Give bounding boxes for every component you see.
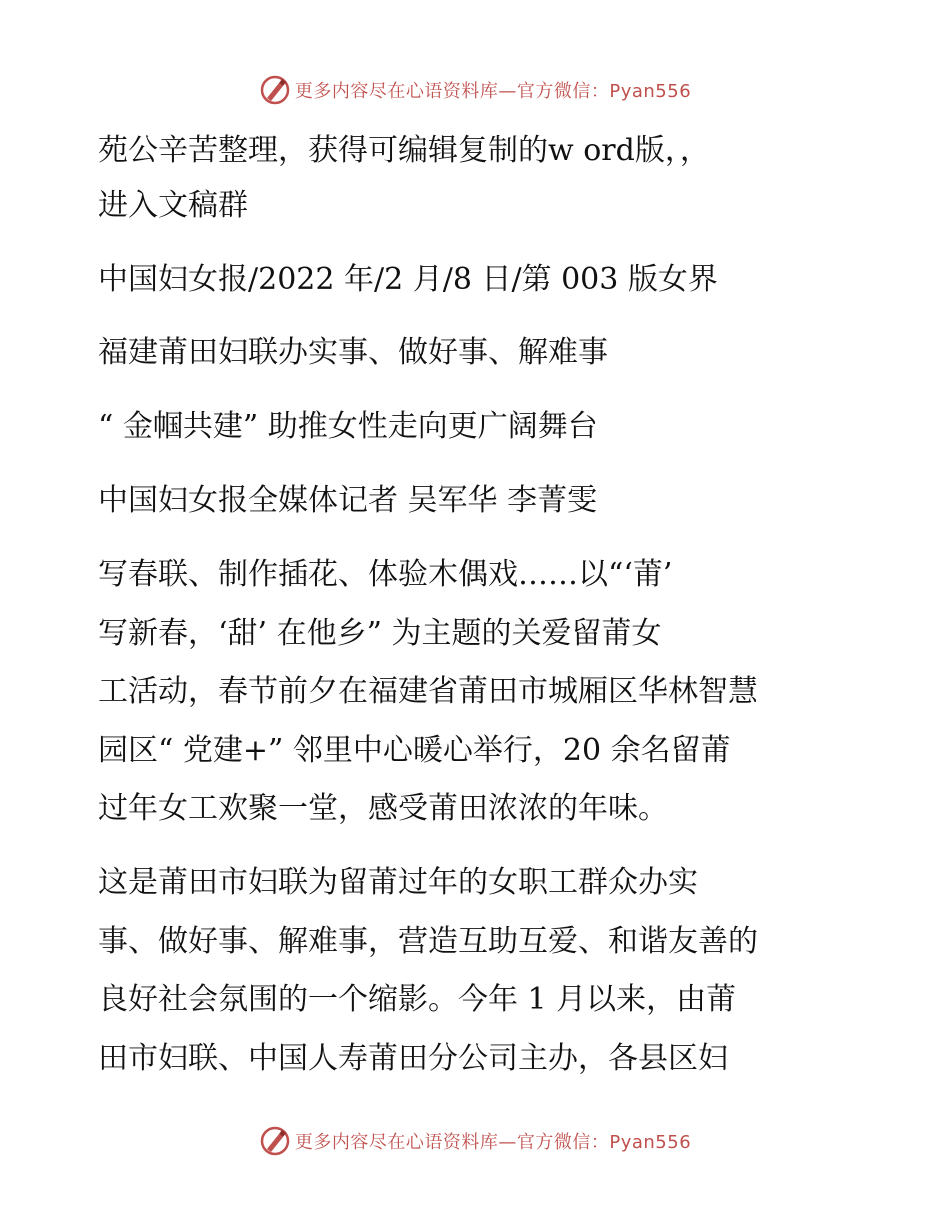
paragraph-line: 园区“ 党建+” 邻里中心暖心举行，20 余名留莆	[98, 733, 731, 768]
article-subheadline: “ 金帼共建” 助推女性走向更广阔舞台	[98, 409, 598, 444]
article-byline: 中国妇女报全媒体记者 吴军华 李菁雯	[98, 483, 598, 518]
watermark-text: 更多内容尽在心语资料库—官方微信：Pyan556	[294, 81, 692, 102]
paragraph-line: 写新春，‘甜’ 在他乡” 为主题的关爱留莆女	[98, 616, 662, 651]
paragraph-line: 过年女工欢聚一堂，感受莆田浓浓的年味。	[98, 791, 668, 826]
text-line: 苑公辛苦整理，获得可编辑复制的w ord版，，	[98, 133, 710, 168]
paragraph-line: 事、做好事、解难事，营造互助互爱、和谐友善的	[98, 924, 758, 959]
watermark-header	[0, 72, 950, 108]
pen-logo-icon	[259, 1125, 291, 1157]
document-source-line: 中国妇女报/2022 年/2 月/8 日/第 003 版女界	[98, 262, 718, 297]
paragraph-line: 良好社会氛围的一个缩影。今年 1 月以来，由莆	[98, 982, 737, 1017]
paragraph-line: 这是莆田市妇联为留莆过年的女职工群众办实	[98, 865, 698, 900]
paragraph-line: 工活动，春节前夕在福建省莆田市城厢区华林智慧	[98, 674, 758, 709]
article-headline: 福建莆田妇联办实事、做好事、解难事	[98, 335, 608, 370]
watermark-footer	[0, 1123, 950, 1159]
text-line: 进入文稿群	[98, 188, 248, 223]
paragraph-line: 田市妇联、中国人寿莆田分公司主办，各县区妇	[98, 1041, 728, 1076]
paragraph-line: 写春联、制作插花、体验木偶戏……以“‘莆’	[98, 557, 673, 592]
watermark-text: 更多内容尽在心语资料库—官方微信：Pyan556	[294, 1132, 692, 1153]
pen-logo-icon	[259, 74, 291, 106]
